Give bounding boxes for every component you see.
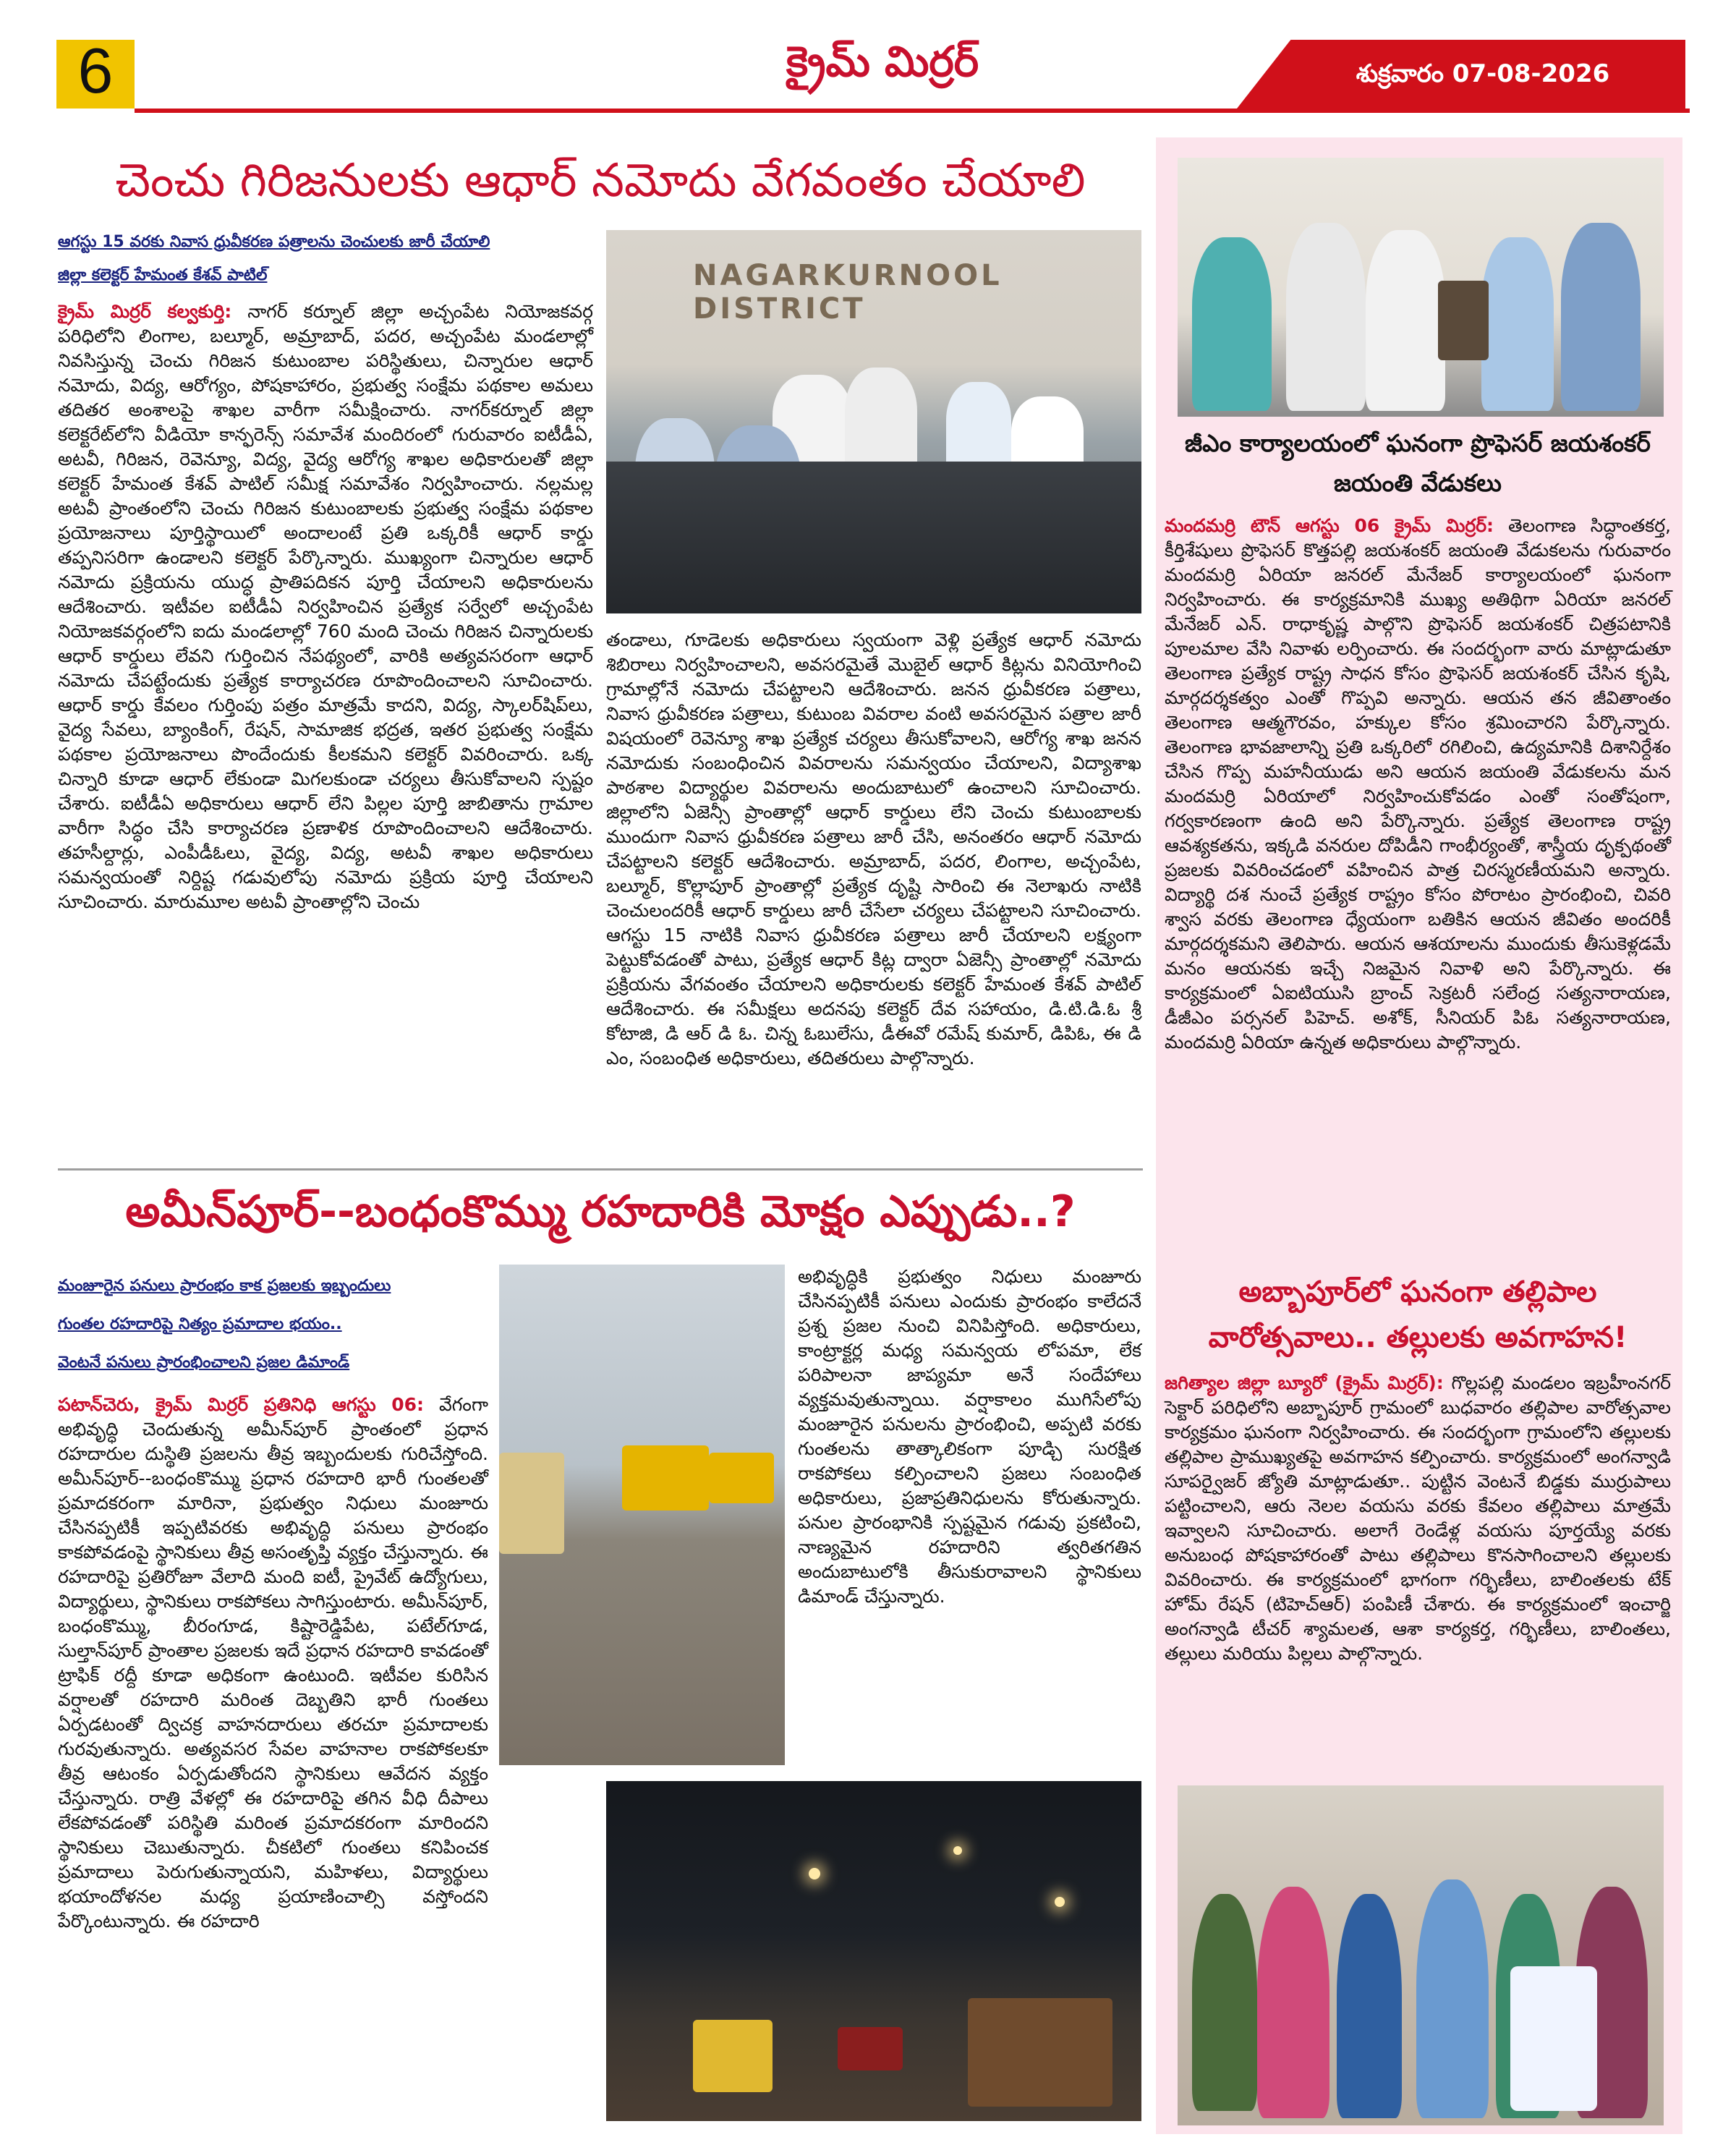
newspaper-logo: క్రైమ్ మిర్రర్ — [786, 37, 979, 86]
photo-wall-sign: NAGARKURNOOL DISTRICT — [693, 259, 1003, 326]
issue-date: శుక్రవారం 07-08-2026 — [1356, 59, 1610, 88]
article1-dateline: క్రైమ్ మిర్రర్ కల్వకుర్తి: — [58, 301, 232, 322]
article1-subheading-1: ఆగస్టు 15 వరకు నివాస ధ్రువీకరణ పత్రాలను చెంచులకు జారీ చేయాలి — [58, 233, 490, 251]
article4-headline: అబ్బాపూర్‌లో ఘనంగా తల్లిపాల వారోత్సవాలు.. తల్లులకు అవగాహన! — [1208, 1275, 1628, 1354]
article2-photo-potholes — [499, 1265, 785, 1765]
article1-column-1 — [58, 299, 593, 1164]
article2-column-1a — [58, 1393, 488, 1932]
article4-photo-mothers — [1178, 1785, 1664, 2125]
article3-body — [1165, 514, 1671, 1259]
header-rule — [135, 109, 1690, 113]
article1-photo-meeting — [606, 230, 1141, 613]
article3-headline: జీఎం కార్యాలయంలో ఘనంగా ప్రొఫెసర్ జయశంకర్ జయంతి వేడుకలు — [1185, 429, 1651, 497]
article2-text-1: వేగంగా అభివృద్ధి చెందుతున్న అమీన్‌పూర్ ప్రాంతంలో ప్రధాన రహదారుల దుస్థితి ప్రజలను తీవ్ర ఇబ్బందులకు గురిచేస్తోంది. అమీన్‌పూర్--బంధంకొమ్ము ప్రధాన రహదారి భారీ గుంతలతో ప్రమాదకరంగా మారినా, ప్రభుత్వం నిధులు మంజూరు చేసినప్పటికీ ఇప్పటివరకు అభివృద్ధి పనులు ప్రారంభం కాకపోవడంపై స్థానికులు తీవ్ర అసంతృప్తి వ్యక్తం చేస్తున్నారు. ఈ రహదారిపై ప్రతిరోజూ వేలాది మంది ఐటీ, ప్రైవేట్ ఉద్యోగులు, విద్యార్థులు, స్థానికులు రాకపోకలు సాగిస్తుంటారు. అమీన్‌పూర్, బంధంకొమ్ము, బీరంగూడ, కిష్టారెడ్డిపేట, పటేల్‌గూడ, సుల్తాన్‌పూర్ ప్రాంతాల ప్రజలకు ఇదే ప్రధాన రహదారి కావడంతో ట్రాఫిక్ రద్దీ కూడా అధికంగా ఉంటుంది. ఇటీవల కురిసిన వర్షాలతో రహదారి మరింత దెబ్బతిని భారీ గుంతలు ఏర్పడటంతో ద్విచక్ర వాహనదారులు తరచూ ప్రమాదాలకు గురవుతున్నారు. అత్యవసర సేవల వాహనాల రాకపోకలకూ తీవ్ర ఆటంకం ఏర్పడుతోందని స్థానికులు ఆవేదన వ్యక్తం చేస్తున్నారు. రాత్రి వేళల్లో ఈ రహదారిపై తగిన వీధి దీపాలు లేకపోవడంతో పరిస్థితి మరింత ప్రమాదకరంగా మారిందని స్థానికులు చెబుతున్నారు. చీకటిలో గుంతలు కనిపించక ప్రమాదాలు పెరుగుతున్నాయని, మహిళలు, విద్యార్థులు భయాందోళనల మధ్య ప్రయాణించాల్సి వస్తోందని పేర్కొంటున్నారు. ఈ రహదారి — [58, 1394, 488, 1932]
article2-headline: అమీన్‌పూర్--బంధంకొమ్ము రహదారికి మోక్షం ఎప్పుడు..? — [125, 1186, 1076, 1237]
article4-dateline: జగిత్యాల జిల్లా బ్యూరో (క్రైమ్ మిర్రర్): — [1165, 1372, 1444, 1393]
article1-subheading-2: జిల్లా కలెక్టర్ హేమంత కేశవ్ పాటిల్ — [58, 266, 268, 284]
article4-text: గొల్లపల్లి మండలం ఇబ్రహీంనగర్ సెక్టార్ పరిధిలోని అబ్బాపూర్ గ్రామంలో బుధవారం తల్లిపాల వారోత్సవాల కార్యక్రమం ఘనంగా నిర్వహించారు. ఈ సందర్భంగా గ్రామంలోని తల్లులకు తల్లిపాల ప్రాముఖ్యతపై అవగాహన కల్పించారు. కార్యక్రమంలో అంగన్వాడి సూపర్వైజర్ జ్యోతి మాట్లాడుతూ.. పుట్టిన వెంటనే బిడ్డకు ముర్రుపాలు పట్టించాలని, ఆరు నెలల వయసు వరకు కేవలం తల్లిపాలు మాత్రమే ఇవ్వాలని సూచించారు. అలాగే రెండేళ్ల వయసు పూర్తయ్యే వరకు అనుబంధ పోషకాహారంతో పాటు తల్లిపాలు కొనసాగించాలని తల్లులకు వివరించారు. ఈ కార్యక్రమంలో భాగంగా గర్భిణీలు, బాలింతలకు టేక్ హోమ్ రేషన్ (టిహెచ్ఆర్) పంపిణీ చేశారు. ఈ కార్యక్రమంలో ఇంచార్జి అంగన్వాడి టీచర్ శ్యామలత, ఆశా కార్యకర్త, గర్భిణీలు, బాలింతలు, తల్లులు మరియు పిల్లలు పాల్గొన్నారు. — [1165, 1372, 1671, 1664]
article1-column-2: తండాలు, గూడెలకు అధికారులు స్వయంగా వెళ్లి ప్రత్యేక ఆధార్ నమోదు శిబిరాలు నిర్వహించాలని, అవసరమైతే మొబైల్ ఆధార్ కిట్లను వినియోగించి గ్రామాల్లోనే నమోదు చేపట్టాలని ఆదేశించారు. జనన ధ్రువీకరణ పత్రాలు, నివాస ధ్రువీకరణ పత్రాలు, కుటుంబ వివరాల వంటి అవసరమైన పత్రాల జారీ విషయంలో రెవెన్యూ శాఖ ప్రత్యేక చర్యలు తీసుకోవాలని, ఆరోగ్య శాఖ జనన నమోదుకు సంబంధించిన వివరాలను సమన్వయం చేయాలని, విద్యాశాఖ పాఠశాల విద్యార్థుల వివరాలను అందుబాటులో ఉంచాలని సూచించారు. జిల్లాలోని ఏజెన్సీ ప్రాంతాల్లో ఆధార్ కార్డులు లేని చెంచు కుటుంబాలకు ముందుగా నివాస ధ్రువీకరణ పత్రాలు జారీ చేసి, అనంతరం ఆధార్ నమోదు చేపట్టాలని కలెక్టర్ ఆదేశించారు. అమ్రాబాద్, పదర, లింగాల, అచ్చంపేట, బల్మూర్, కొల్లాపూర్ ప్రాంతాల్లో ప్రత్యేక దృష్టి సారించి ఈ నెలాఖరు నాటికి చెంచులందరికీ ఆధార్ కార్డులు జారీ చేసేలా చర్యలు చేపట్టాలని సూచించారు. ఆగస్టు 15 నాటికి నివాస ధ్రువీకరణ పత్రాలు జారీ చేయాలని లక్ష్యంగా పెట్టుకోవడంతో పాటు, ప్రత్యేక ఆధార్ కిట్ల ద్వారా ఏజెన్సీ ప్రాంతాల్లో నమోదు ప్రక్రియను వేగవంతం చేయాలని అధికారులకు కలెక్టర్ హేమంత కేశవ్ పాటిల్ ఆదేశించారు. ఈ సమీక్షలు అదనపు కలెక్టర్ దేవ సహాయం, డి.టి.డి.ఓ శ్రీ కోటాజి, డి ఆర్ డి ఓ. చిన్న ఓబులేసు, డీఈవో రమేష్ కుమార్, డిపిఓ, ఈ డి ఎం, సంబంధిత అధికారులు, తదితరులు పాల్గొన్నారు. — [606, 629, 1141, 1068]
article1-headline: చెంచు గిరిజనులకు ఆధార్ నమోదు వేగవంతం చేయాలి — [115, 154, 1086, 208]
article4-body — [1165, 1371, 1671, 1776]
article2-subheading-1: మంజూరైన పనులు ప్రారంభం కాక ప్రజలకు ఇబ్బందులు — [58, 1277, 391, 1295]
article3-dateline: మందమర్రి టౌన్ ఆగస్టు 06 క్రైమ్ మిర్రర్: — [1165, 515, 1494, 536]
article2-column-2: అభివృద్ధికి ప్రభుత్వం నిధులు మంజూరు చేసినప్పటికీ పనులు ఎందుకు ప్రారంభం కాలేదనే ప్రశ్న ప్రజల నుంచి వినిపిస్తోంది. అధికారులు, కాంట్రాక్టర్ల మధ్య సమన్వయ లోపమా, లేక పరిపాలనా జాప్యమా అనే సందేహాలు వ్యక్తమవుతున్నాయి. వర్షాకాలం ముగిసేలోపు మంజూరైన పనులను ప్రారంభించి, అప్పటి వరకు గుంతలను తాత్కాలికంగా పూడ్చి సురక్షిత రాకపోకలు కల్పించాలని ప్రజలు సంబంధిత అధికారులు, ప్రజాప్రతినిధులను కోరుతున్నారు. పనుల ప్రారంభానికి స్పష్టమైన గడువు ప్రకటించి, నాణ్యమైన రహదారిని త్వరితగతిన అందుబాటులోకి తీసుకురావాలని స్థానికులు డిమాండ్ చేస్తున్నారు. — [798, 1266, 1141, 1607]
article3-photo-tribute — [1178, 158, 1664, 417]
section-divider — [58, 1168, 1143, 1171]
article3-text: తెలంగాణ సిద్ధాంతకర్త, కీర్తిశేషులు ప్రొఫెసర్ కొత్తపల్లి జయశంకర్ జయంతి వేడుకలను గురువారం మందమర్రి ఏరియా జనరల్ మేనేజర్ కార్యాలయంలో ఘనంగా నిర్వహించారు. ఈ కార్యక్రమానికి ముఖ్య అతిథిగా ఏరియా జనరల్ మేనేజర్ ఎన్. రాధాకృష్ణ పాల్గొని ప్రొఫెసర్ జయశంకర్ చిత్రపటానికి పూలమాల వేసి నివాళు లర్పించారు. ఈ సందర్భంగా వారు మాట్లాడుతూ తెలంగాణ ప్రత్యేక రాష్ట్ర సాధన కోసం ప్రొఫెసర్ జయశంకర్ చేసిన కృషి, మార్గదర్శకత్వం ఎంతో గొప్పవి అన్నారు. ఆయన తన జీవితాంతం తెలంగాణ ఆత్మగౌరవం, హక్కుల కోసం శ్రమించారని పేర్కొన్నారు. తెలంగాణ భావజాలాన్ని ప్రతి ఒక్కరిలో రగిలించి, ఉద్యమానికి దిశానిర్దేశం చేసిన గొప్ప మహనీయుడు అని ఆయన జయంతి వేడుకలను మన మందమర్రి ఏరియాలో నిర్వహించుకోవడం ఎంతో సంతోషంగా, గర్వకారణంగా ఉంది అని పేర్కొన్నారు. ప్రత్యేక తెలంగాణ రాష్ట్ర ఆవశ్యకతను, ఇక్కడి వనరుల దోపిడీని గాంభీర్యంతో, శాస్త్రీయ దృక్పథంతో ప్రజలకు వివరించడంలో వహించిన పాత్ర చిరస్మరణీయమని అన్నారు. విద్యార్థి దశ నుంచే ప్రత్యేక రాష్ట్రం కోసం పోరాటం ప్రారంభించి, చివరి శ్వాస వరకు తెలంగాణ ధ్యేయంగా బతికిన ఆయన జీవితం అందరికీ మార్గదర్శకమని తెలిపారు. ఆయన ఆశయాలను ముందుకు తీసుకెళ్లడమే మనం ఆయనకు ఇచ్చే నిజమైన నివాళి అని పేర్కొన్నారు. ఈ కార్యక్రమంలో ఏఐటియుసి బ్రాంచ్ సెక్రటరీ సలేంద్ర సత్యనారాయణ, డీజీఎం పర్సనల్ పిహెచ్. అశోక్, సీనియర్ పిఓ సత్యనారాయణ, మందమర్రి ఏరియా ఉన్నత అధికారులు పాల్గొన్నారు. — [1165, 515, 1671, 1053]
article2-dateline: పటాన్‌చెరు, క్రైమ్ మిర్రర్ ప్రతినిధి ఆగస్టు 06: — [58, 1394, 425, 1415]
article1-text-1: నాగర్ కర్నూల్ జిల్లా అచ్చంపేట నియోజకవర్గ పరిధిలోని లింగాల, బల్మూర్, అమ్రాబాద్, పదర, అచ్చంపేట మండలాల్లో నివసిస్తున్న చెంచు గిరిజన కుటుంబాల పరిస్థితులు, చిన్నారుల ఆధార్ నమోదు, విద్య, ఆరోగ్యం, పోషకాహారం, ప్రభుత్వ సంక్షేమ పథకాల అమలు తదితర అంశాలపై శాఖల వారీగా సమీక్షించారు. నాగర్‌కర్నూల్ జిల్లా కలెక్టరేట్‌లోని వీడియో కాన్ఫరెన్స్ సమావేశ మందిరంలో గురువారం ఐటీడీఏ, అటవీ, గిరిజన, రెవెన్యూ, విద్య, వైద్య ఆరోగ్య శాఖల అధికారులతో జిల్లా కలెక్టర్ హేమంత కేశవ్ పాటిల్ సమీక్ష సమావేశం నిర్వహించారు. నల్లమల్ల అటవీ ప్రాంతంలోని చెంచు గిరిజన కుటుంబాలకు ప్రభుత్వ సంక్షేమ పథకాల ప్రయోజనాలు పూర్తిస్థాయిలో అందాలంటే ప్రతి ఒక్కరికీ ఆధార్ కార్డు తప్పనిసరిగా ఉండాలని కలెక్టర్ పేర్కొన్నారు. ముఖ్యంగా చిన్నారుల ఆధార్ నమోదు ప్రక్రియను యుద్ధ ప్రాతిపదికన పూర్తి చేయాలని అధికారులను ఆదేశించారు. ఇటీవల ఐటీడీఏ నిర్వహించిన ప్రత్యేక సర్వేలో అచ్చంపేట నియోజకవర్గంలోని ఐదు మండలాల్లో 760 మంది చెంచు గిరిజన చిన్నారులకు ఆధార్ కార్డులు లేవని గుర్తించిన నేపథ్యంలో, వారికి అత్యవసరంగా ఆధార్ నమోదు చేపట్టేందుకు ప్రత్యేక కార్యాచరణ రూపొందించాలని సూచించారు. ఆధార్ కార్డు కేవలం గుర్తింపు పత్రం మాత్రమే కాదని, విద్య, స్కాలర్‌షిప్‌లు, వైద్య సేవలు, బ్యాంకింగ్, రేషన్, సామాజిక భద్రత, ఇతర ప్రభుత్వ సంక్షేమ పథకాల ప్రయోజనాలు పొందేందుకు కీలకమని కలెక్టర్ వివరించారు. ఒక్క చిన్నారి కూడా ఆధార్ లేకుండా మిగలకుండా చర్యలు తీసుకోవాలని స్పష్టం చేశారు. ఐటీడీఏ అధికారులు ఆధార్ లేని పిల్లల పూర్తి జాబితాను గ్రామాల వారీగా సిద్ధం చేసి కార్యాచరణ ప్రణాళిక రూపొందించాలని ఆదేశించారు. తహసీల్దార్లు, ఎంపీడీఓలు, వైద్య, విద్య, అటవీ శాఖల అధికారులు సమన్వయంతో నిర్దిష్ట గడువులోపు నమోదు ప్రక్రియ పూర్తి చేయాలని సూచించారు. మారుమూల అటవీ ప్రాంతాల్లోని చెంచు — [58, 301, 594, 912]
article2-photo-night-road — [606, 1781, 1141, 2121]
article2-subheading-2: గుంతల రహదారిపై నిత్యం ప్రమాదాల భయం.. — [58, 1315, 342, 1333]
page-number: 6 — [77, 35, 114, 106]
article2-subheading-3: వెంటనే పనులు ప్రారంభించాలని ప్రజల డిమాండ్ — [58, 1354, 350, 1372]
